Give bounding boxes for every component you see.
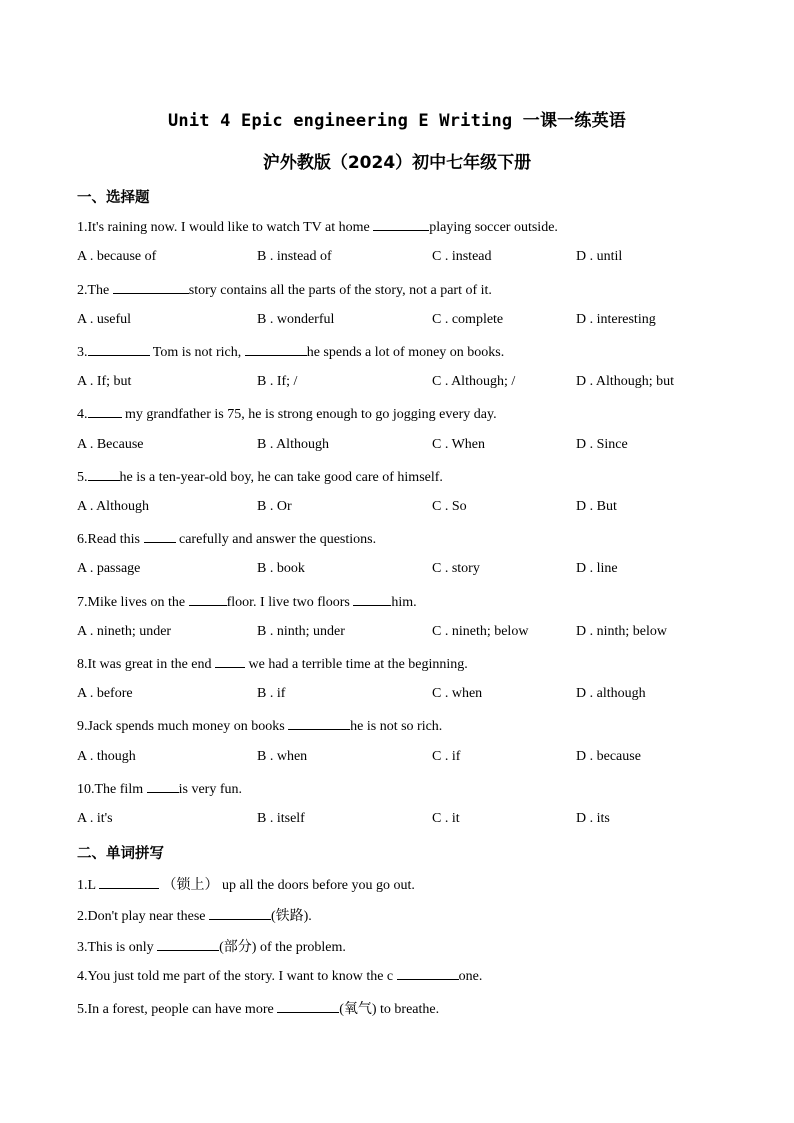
- option-c[interactable]: C . So: [432, 499, 467, 514]
- option-a[interactable]: A . useful: [77, 312, 132, 327]
- question-10: [77, 780, 242, 798]
- question-text: carefully and answer the questions.: [175, 532, 377, 547]
- answer-blank[interactable]: [88, 343, 150, 356]
- option-b[interactable]: B . Or: [257, 499, 292, 514]
- spelling-question-4: [77, 967, 482, 985]
- question-text: 4.You just told me part of the story. I want to know the c: [77, 969, 397, 984]
- option-b[interactable]: B . wonderful: [257, 312, 335, 327]
- question-text: story contains all the parts of the story, not a part of it.: [188, 283, 492, 298]
- option-a[interactable]: A . before: [77, 686, 133, 701]
- question-text: 3.: [77, 345, 88, 360]
- question-text: is very fun.: [178, 782, 242, 797]
- answer-blank[interactable]: [88, 405, 122, 418]
- option-c[interactable]: C . story: [432, 561, 480, 576]
- question-text: he is not so rich.: [350, 719, 443, 734]
- question-text: (部分) of the problem.: [219, 940, 346, 955]
- option-d[interactable]: D . its: [576, 811, 610, 826]
- option-d[interactable]: D . But: [576, 499, 617, 514]
- question-text: 6.Read this: [77, 532, 144, 547]
- option-c[interactable]: C . when: [432, 686, 483, 701]
- answer-blank[interactable]: [157, 938, 219, 951]
- answer-blank[interactable]: [88, 468, 120, 481]
- option-c[interactable]: C . When: [432, 437, 486, 452]
- answer-blank[interactable]: [144, 530, 176, 543]
- option-a[interactable]: A . though: [77, 749, 136, 764]
- option-b[interactable]: B . instead of: [257, 249, 332, 264]
- answer-blank[interactable]: [147, 780, 179, 793]
- spelling-question-3: [77, 936, 346, 956]
- question-text: 4.: [77, 407, 88, 422]
- question-text: 3.This is only: [77, 940, 158, 955]
- option-a[interactable]: A . If; but: [77, 374, 132, 389]
- answer-blank[interactable]: [353, 593, 391, 606]
- option-c[interactable]: C . Although; /: [432, 374, 516, 389]
- section-heading-spelling: 二、单词拼写: [77, 846, 164, 862]
- option-b[interactable]: B . book: [257, 561, 305, 576]
- option-c[interactable]: C . nineth; below: [432, 624, 529, 639]
- question-3: [77, 343, 504, 361]
- option-a[interactable]: A . nineth; under: [77, 624, 172, 639]
- answer-blank[interactable]: [397, 967, 459, 980]
- option-d[interactable]: D . because: [576, 749, 641, 764]
- question-text: 5.In a forest, people can have more: [77, 1002, 278, 1017]
- question-text: (氧气) to breathe.: [339, 1002, 440, 1017]
- option-b[interactable]: B . ninth; under: [257, 624, 345, 639]
- question-text: we had a terrible time at the beginning.: [245, 657, 468, 672]
- option-b[interactable]: B . If; /: [257, 374, 298, 389]
- option-a[interactable]: A . passage: [77, 561, 141, 576]
- document-subtitle: 沪外教版（2024）初中七年级下册: [262, 153, 532, 173]
- question-text: he is a ten-year-old boy, he can take good care of himself.: [119, 470, 443, 485]
- option-c[interactable]: C . complete: [432, 312, 504, 327]
- option-a[interactable]: A . Although: [77, 499, 149, 514]
- answer-blank[interactable]: [245, 343, 307, 356]
- option-a[interactable]: A . it's: [77, 811, 113, 826]
- section-heading-choice: 一、选择题: [77, 190, 150, 206]
- option-b[interactable]: B . if: [257, 686, 286, 701]
- question-text: 1.It's raining now. I would like to watch TV at home: [77, 220, 374, 235]
- question-4: [77, 405, 497, 423]
- option-c[interactable]: C . it: [432, 811, 460, 826]
- answer-blank[interactable]: [189, 593, 227, 606]
- option-a[interactable]: A . Because: [77, 437, 144, 452]
- answer-blank[interactable]: [215, 655, 245, 668]
- question-text: my grandfather is 75, he is strong enough to go jogging every day.: [121, 407, 497, 422]
- question-9: [77, 717, 442, 735]
- answer-blank[interactable]: [277, 1000, 339, 1013]
- option-d[interactable]: D . although: [576, 686, 646, 701]
- question-5: [77, 468, 443, 486]
- question-text: 2.Don't play near these: [77, 909, 209, 924]
- option-b[interactable]: B . when: [257, 749, 308, 764]
- answer-blank[interactable]: [288, 717, 350, 730]
- question-text: 8.It was great in the end: [77, 657, 216, 672]
- question-text: he spends a lot of money on books.: [306, 345, 505, 360]
- answer-blank[interactable]: [113, 281, 189, 294]
- question-text: 9.Jack spends much money on books: [77, 719, 289, 734]
- question-text: Tom is not rich,: [149, 345, 245, 360]
- question-8: [77, 655, 468, 673]
- spelling-question-5: [77, 998, 439, 1018]
- option-d[interactable]: D . interesting: [576, 312, 656, 327]
- question-text: （锁上） up all the doors before you go out.: [159, 878, 415, 893]
- answer-blank[interactable]: [373, 218, 429, 231]
- question-text: playing soccer outside.: [429, 220, 558, 235]
- document-title: Unit 4 Epic engineering E Writing 一课一练英语: [168, 111, 626, 131]
- option-c[interactable]: C . if: [432, 749, 461, 764]
- question-text: (铁路).: [270, 909, 312, 924]
- question-text: 2.The: [77, 283, 113, 298]
- option-b[interactable]: B . itself: [257, 811, 305, 826]
- option-d[interactable]: D . line: [576, 561, 618, 576]
- question-text: 1.L: [77, 878, 100, 893]
- question-2: [77, 281, 492, 299]
- spelling-question-1: [77, 874, 415, 894]
- option-d[interactable]: D . ninth; below: [576, 624, 667, 639]
- question-text: 10.The film: [77, 782, 147, 797]
- option-a[interactable]: A . because of: [77, 249, 157, 264]
- answer-blank[interactable]: [99, 876, 159, 889]
- spelling-question-2: [77, 905, 312, 925]
- question-text: one.: [458, 969, 483, 984]
- question-text: 5.: [77, 470, 88, 485]
- question-7: [77, 593, 417, 611]
- option-d[interactable]: D . until: [576, 249, 623, 264]
- question-1: [77, 218, 558, 236]
- question-text: floor. I live two floors: [226, 595, 354, 610]
- answer-blank[interactable]: [209, 907, 271, 920]
- option-d[interactable]: D . Although; but: [576, 374, 675, 389]
- option-c[interactable]: C . instead: [432, 249, 492, 264]
- option-b[interactable]: B . Although: [257, 437, 329, 452]
- question-text: him.: [391, 595, 417, 610]
- question-6: [77, 530, 376, 548]
- option-d[interactable]: D . Since: [576, 437, 628, 452]
- question-text: 7.Mike lives on the: [77, 595, 189, 610]
